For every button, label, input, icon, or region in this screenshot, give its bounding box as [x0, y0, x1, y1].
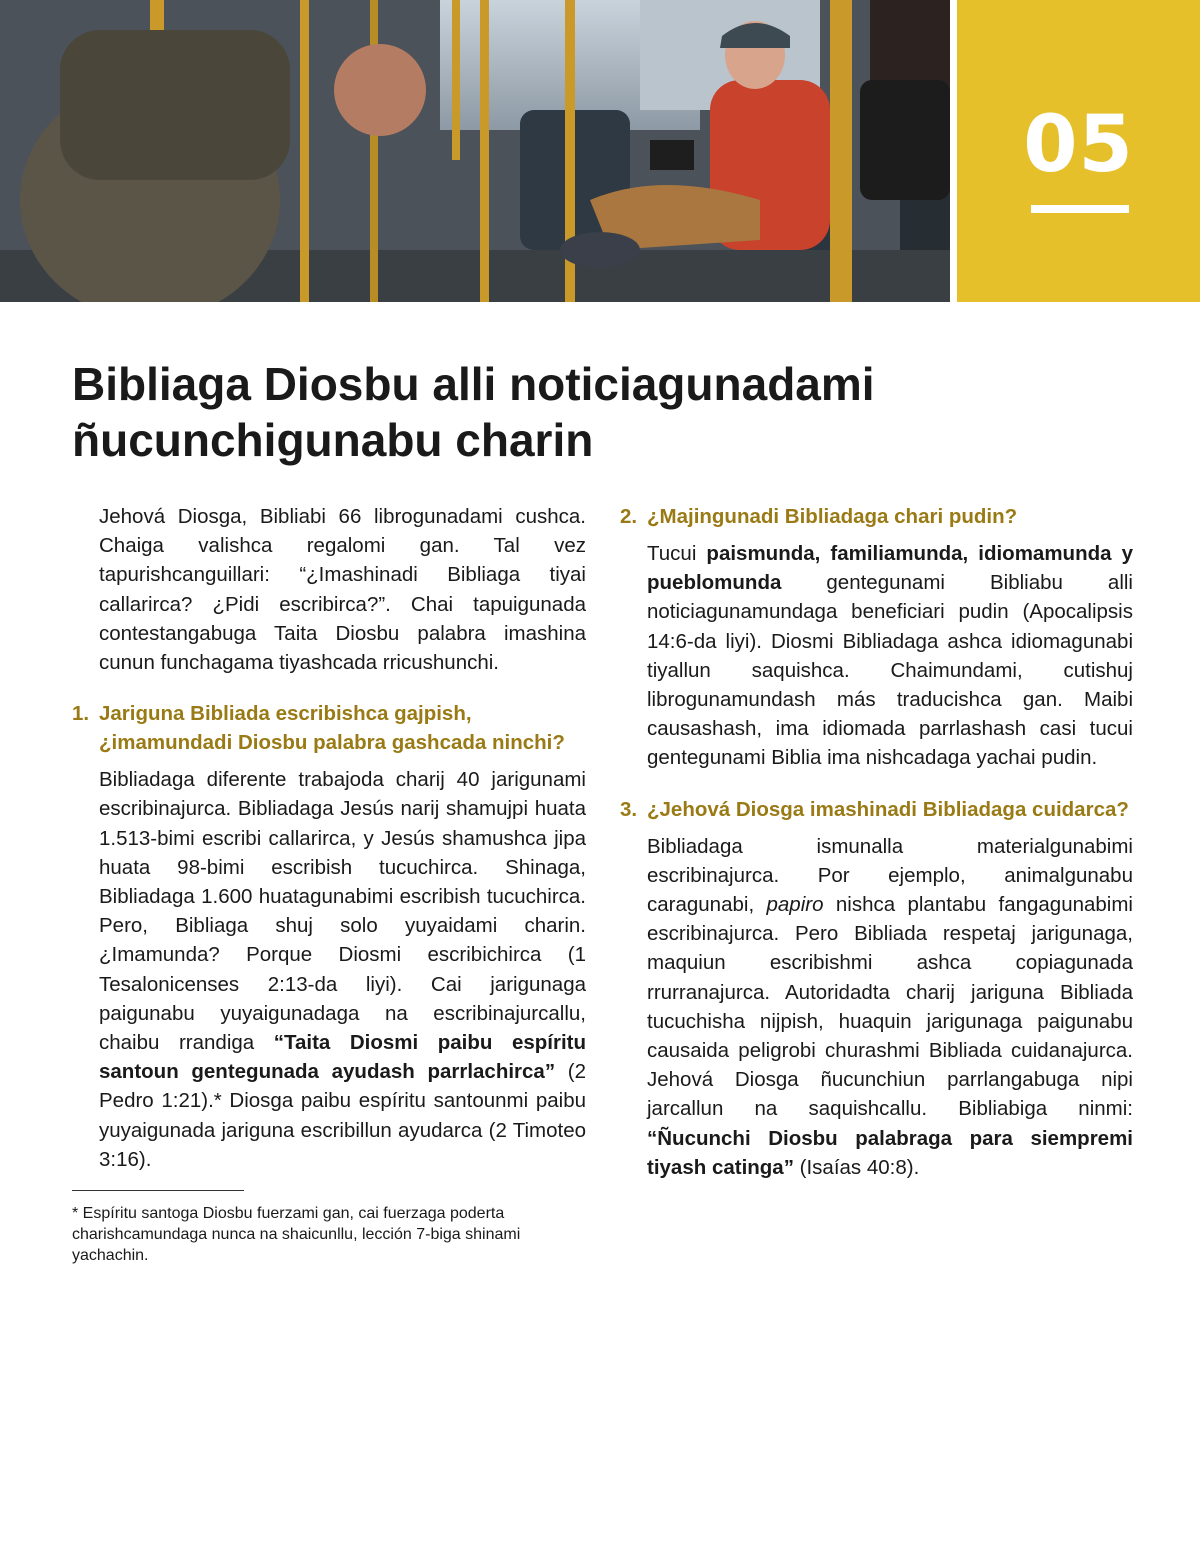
- question-1: [72, 699, 586, 757]
- question-3: [620, 795, 1133, 824]
- title-line-1: Bibliaga Diosbu alli noticiagunadami: [72, 358, 875, 410]
- answer-1-paragraph: [72, 765, 586, 1174]
- left-column: [72, 502, 586, 1266]
- bus-reading-photo-icon: [0, 0, 950, 302]
- question-3-text: ¿Jehová Diosga imashinadi Bibliadaga cuidarca?: [647, 797, 1129, 821]
- answer-3-paragraph: [620, 832, 1133, 1182]
- answer-2-paragraph: [620, 539, 1133, 773]
- intro-paragraph: Jehová Diosga, Bibliabi 66 librogunadami cushca. Chaiga valishca regalomi gan. Tal vez tapurishcanguillari: “¿Imashinadi Bibliaga tiyai callarirca? ¿Pidi escribirca?”. Chai tapuigunada contestangabuga Taita Diosbu palabra imashina cunun funchagama tiyashcada rricushunchi.: [99, 505, 586, 675]
- answer-3-text-a: Bibliadaga ismunalla materialgunabimi escribinajurca. Por ejemplo, animalgunabu caragunabi,: [647, 834, 1133, 917]
- header-photo: [0, 0, 950, 302]
- lesson-badge: [957, 0, 1200, 302]
- question-3-number: 3.: [620, 797, 638, 821]
- question-1-text: Jariguna Bibliada escribishca gajpish, ¿imamundadi Diosbu palabra gashcada ninchi?: [99, 702, 565, 755]
- right-column: [620, 502, 1133, 1182]
- answer-1-text-b: (2 Pedro 1:21).* Diosga paibu espíritu santounmi paibu yuyaigunada jariguna escribillun ayudarca (2 Timoteo 3:16).: [99, 1060, 586, 1171]
- question-2-text: ¿Majingunadi Bibliadaga chari pudin?: [647, 505, 1018, 528]
- answer-1-quote: “Taita Diosmi paibu espíritu santoun gentegunada ayudash parrlachirca”: [99, 1031, 587, 1084]
- title-line-2: ñucunchigunabu charin: [72, 414, 594, 466]
- answer-3-italic: papiro: [766, 893, 824, 917]
- page-title: [72, 356, 1132, 468]
- question-1-number: 1.: [72, 702, 90, 726]
- footnote-divider: [72, 1190, 244, 1191]
- answer-2-text-a: Tucui: [647, 542, 707, 565]
- lesson-underline: [1031, 205, 1129, 213]
- answer-2-text-b: gentegunami Bibliabu alli noticiagunamundaga beneficiari pudin (Apocalipsis 14:6-da liyi). Diosmi Bibliadaga ashca idiomagunabi tiyallun saquishca. Chaimundami, cutishuj librogunamundash más traducishca gan. Maibi causashash, ima idiomada parrlashash casi tucui gentegunami Biblia ima nishcadaga yachai pudin.: [647, 571, 1133, 770]
- answer-2-bold: paismunda, familiamunda, idiomamunda y pueblomunda: [647, 542, 1133, 595]
- footnote: * Espíritu santoga Diosbu fuerzami gan, cai fuerzaga poderta charishcamundaga nunca na shaicunllu, lección 7-biga shinami yachachin.: [72, 1205, 521, 1265]
- answer-1-text-a: Bibliadaga diferente trabajoda charij 40 jarigunami escribinajurca. Bibliadaga Jesús narij shamujpi huata 1.513-bimi escribi callarirca, y Jesús shamushca jipa huata 98-bimi escribish tucuchirca. Shinaga, Bibliadaga 1.600 huatagunabimi escribish tucuchirca. Pero, Bibliaga shuj solo yuyaidami charin. ¿Imamunda? Porque Diosmi escribichirca (1 Tesalonicenses 2:13-da liyi). Cai jarigunaga paigunabu yuyaigunadaga na escribinajurcallu, chaibu rrandiga: [99, 768, 586, 1055]
- answer-3-text-c: (Isaías 40:8).: [793, 1155, 920, 1179]
- question-2: [620, 502, 1133, 531]
- answer-3-text-b: nishca plantabu fangagunabimi escribinajurca. Pero Bibliada respetaj jarigunaga, maquiun escribishmi ashca copiagunada rrurranajurca. Autoridadta charij jariguna Bibliada tucuchisha nijpish, huaquin jarigunaga paigunabu causaida peligrobi churashmi Bibliada cuidanajurca. Jehová Diosga ñucunchiun parrlangabuga nipi jarcallun na saquishcallu. Bibliabiga ninmi:: [647, 893, 1133, 1121]
- lesson-number: 05: [1023, 100, 1134, 190]
- answer-3-quote: “Ñucunchi Diosbu palabraga para siempremi tiyash catinga”: [647, 1126, 1133, 1179]
- question-2-number: 2.: [620, 505, 638, 528]
